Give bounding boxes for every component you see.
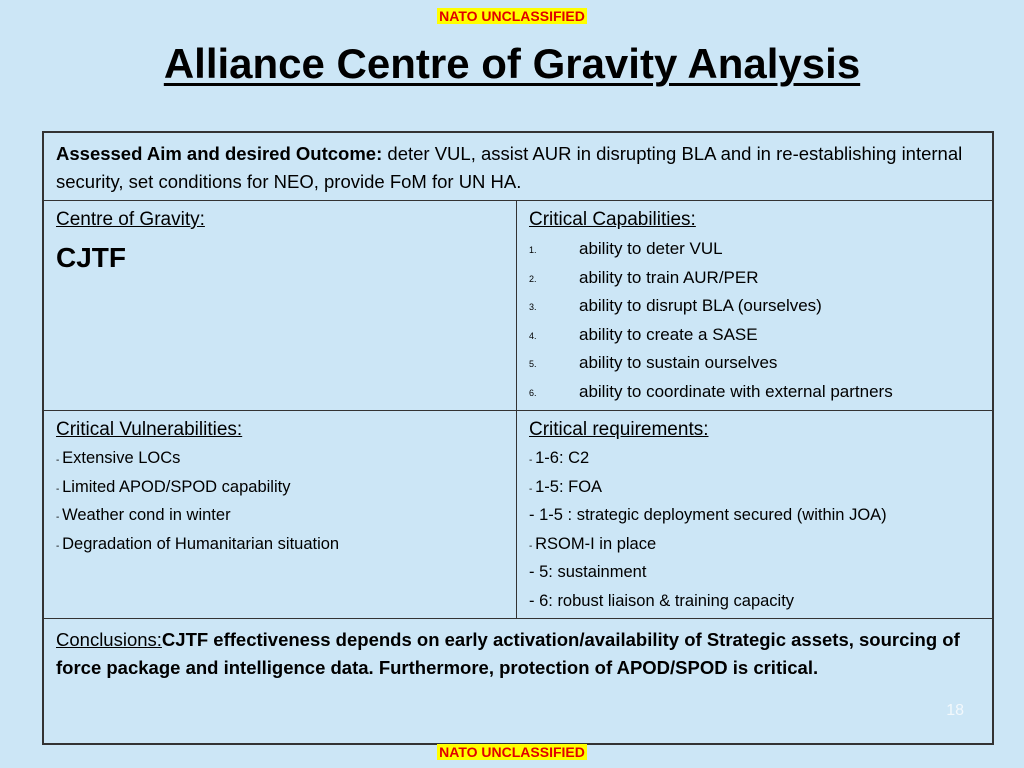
dash-marker: - (529, 506, 540, 525)
list-number: 6. (529, 387, 537, 398)
list-number: 4. (529, 330, 537, 341)
list-item (56, 473, 506, 502)
dash-marker: - (56, 455, 63, 466)
list-item (529, 587, 982, 616)
critical-requirements-heading: Critical requirements: (529, 419, 709, 440)
list-number: 2. (529, 273, 537, 284)
list-item-text: ability to deter VUL (579, 239, 723, 258)
centre-of-gravity-value: CJTF (56, 242, 126, 273)
list-item-text: 6: robust liaison & training capacity (539, 591, 795, 610)
list-item (529, 530, 982, 559)
dash-marker: - (529, 455, 536, 466)
classification-banner-top (0, 8, 1024, 24)
list-item-text: ability to disrupt BLA (ourselves) (579, 296, 822, 316)
conclusions-label: Conclusions: (56, 629, 162, 650)
aim-label: Assessed Aim and desired Outcome: (56, 143, 383, 164)
dash-marker: - (529, 563, 540, 582)
aim-text: deter VUL, assist AUR in disrupting BLA and in re-establishing internal security, set conditions for NEO, provide FoM for UN HA. (56, 143, 963, 192)
list-item-text: ability to sustain ourselves (579, 353, 778, 373)
dash-marker: - (56, 540, 63, 552)
list-item (529, 444, 982, 473)
list-item (529, 321, 982, 350)
list-number: 5. (529, 359, 537, 370)
cog-analysis-table (42, 131, 994, 745)
classification-banner-bottom (0, 744, 1024, 760)
list-item (529, 292, 982, 321)
dash-marker: - (529, 540, 536, 552)
list-item-text: ability to train AUR/PER (579, 267, 759, 287)
slide-title: Alliance Centre of Gravity Analysis (163, 40, 861, 87)
list-item-text: RSOM-I in place (535, 534, 657, 553)
conclusions-text: CJTF effectiveness depends on early activation/availability of Strategic assets, sourcing of force package and intelligence data. Furthermore, protection of APOD/SPOD is critical. (56, 629, 960, 678)
critical-requirements-cell (517, 411, 992, 619)
slide-number: 18 (946, 702, 964, 719)
list-item-text: 1-5: FOA (535, 477, 603, 496)
list-item (529, 558, 982, 587)
list-item (529, 473, 982, 502)
dash-marker: - (529, 591, 540, 610)
list-item-text: Weather cond in winter (62, 506, 231, 525)
list-item-text: 1-5 : strategic deployment secured (within JOA) (539, 506, 887, 525)
list-item (529, 264, 982, 293)
list-item-text: Extensive LOCs (62, 449, 181, 467)
dash-marker: - (56, 483, 63, 495)
list-item-text: ability to create a SASE (579, 324, 758, 344)
list-item (529, 349, 982, 378)
dash-marker: - (56, 512, 63, 524)
critical-vulnerabilities-list (56, 444, 506, 558)
list-item-text: Degradation of Humanitarian situation (62, 534, 340, 553)
list-item (56, 444, 506, 473)
list-item (529, 235, 982, 264)
centre-of-gravity-cell (44, 201, 517, 411)
classification-text: NATO UNCLASSIFIED (439, 8, 585, 24)
list-item-text: Limited APOD/SPOD capability (62, 477, 291, 496)
critical-vulnerabilities-cell (44, 411, 517, 619)
aim-cell (44, 133, 992, 201)
list-item-text: 1-6: C2 (535, 449, 590, 467)
critical-requirements-list (529, 444, 982, 616)
list-item (529, 378, 982, 407)
critical-capabilities-list (529, 235, 982, 407)
dash-marker: - (529, 483, 536, 495)
list-item-text: 5: sustainment (539, 563, 647, 582)
list-item (56, 530, 506, 559)
list-item (529, 501, 982, 530)
critical-capabilities-heading: Critical Capabilities: (529, 209, 696, 230)
list-item (56, 501, 506, 530)
list-item-text: ability to coordinate with external partners (579, 381, 893, 401)
classification-text: NATO UNCLASSIFIED (439, 744, 585, 760)
critical-vulnerabilities-heading: Critical Vulnerabilities: (56, 419, 243, 440)
list-number: 3. (529, 302, 537, 313)
critical-capabilities-cell (517, 201, 992, 411)
conclusions-cell (44, 619, 992, 743)
list-number: 1. (529, 245, 537, 255)
centre-of-gravity-heading: Centre of Gravity: (56, 209, 205, 230)
